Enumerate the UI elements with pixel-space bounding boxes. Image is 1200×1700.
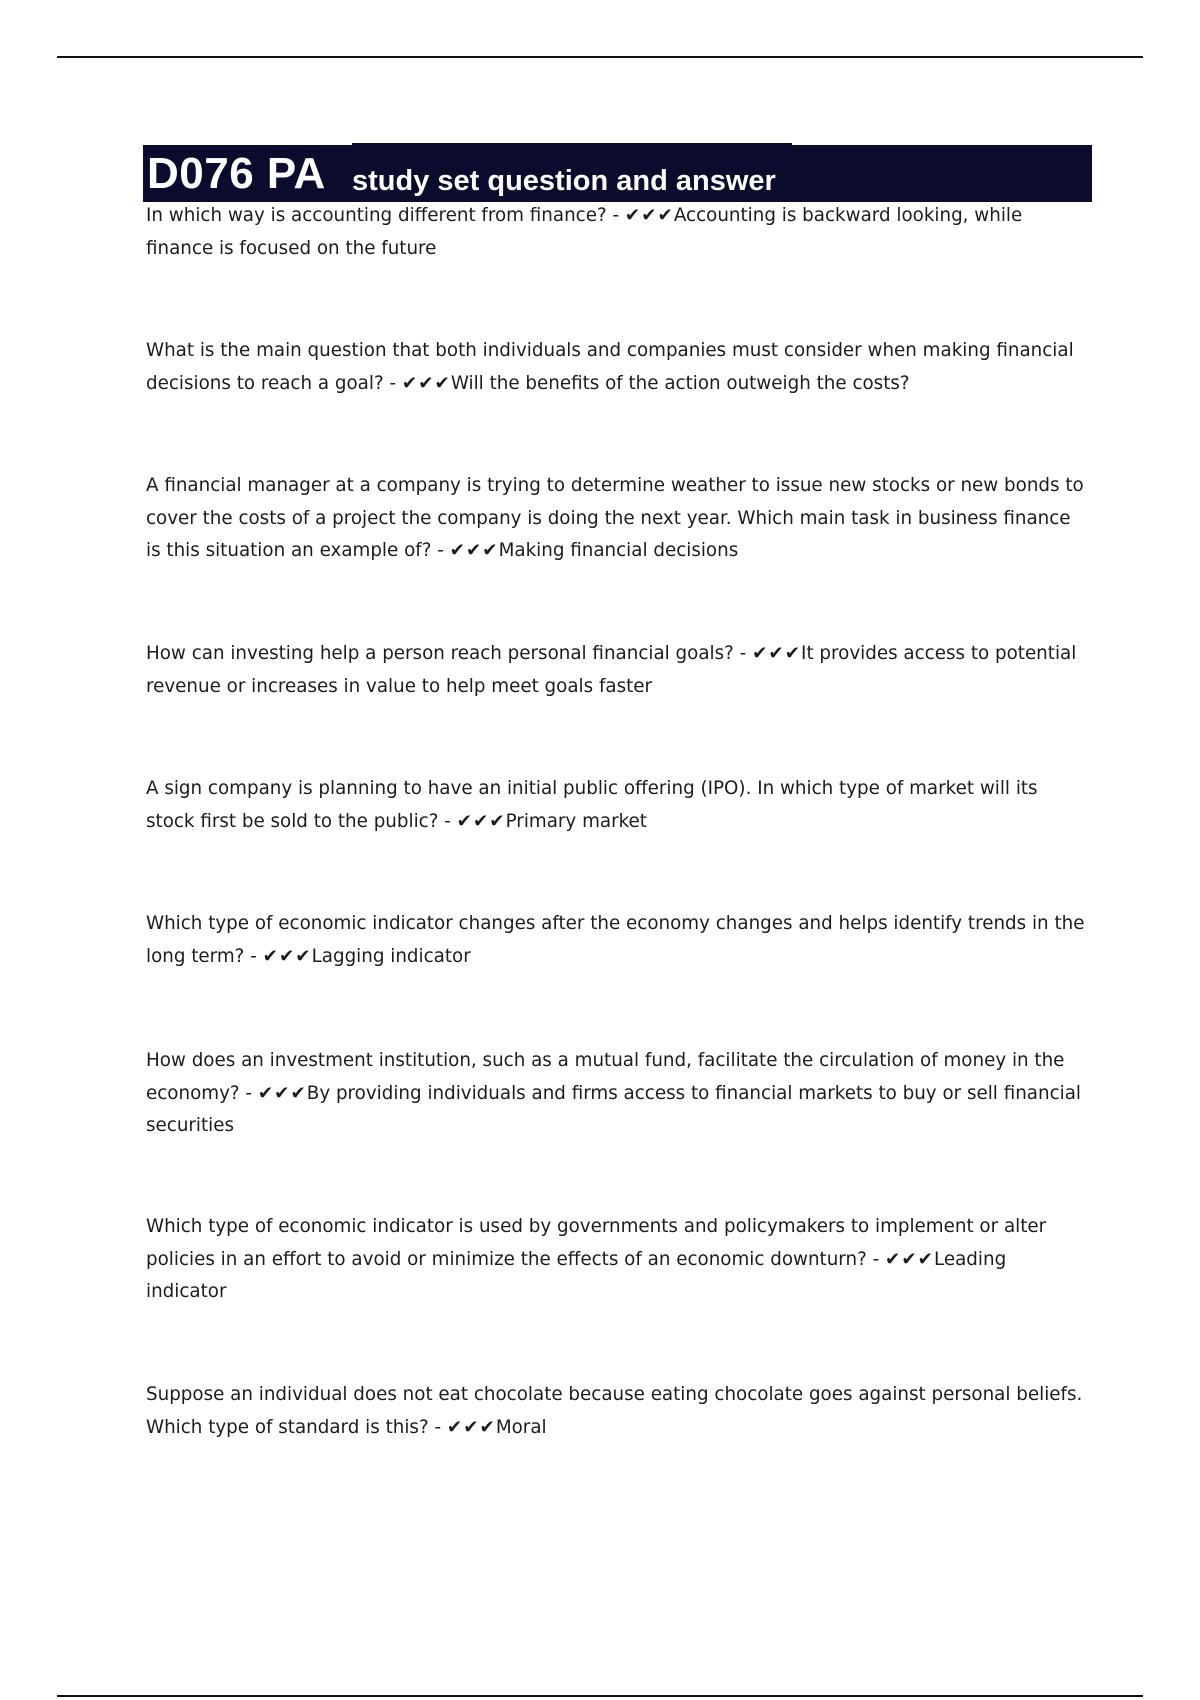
answer-text: Lagging indicator [311, 945, 471, 967]
question-text: A sign company is planning to have an initial public offering (IPO). In which type of market will its stock first be sold to the public? [146, 778, 1038, 832]
qa-item-1 [146, 200, 1086, 265]
separator: - [866, 1248, 886, 1270]
check-marks-icon: ✔✔✔ [401, 372, 451, 394]
separator: - [438, 810, 457, 832]
document-title: study set question and answer [352, 165, 776, 197]
question-text: Which type of economic indicator changes after the economy changes and helps identify trends in the long term? [146, 913, 1085, 967]
check-marks-icon: ✔✔✔ [456, 810, 506, 832]
question-text: Suppose an individual does not eat chocolate because eating chocolate goes against personal beliefs. Which type of standard is this? [146, 1384, 1083, 1438]
document-title-bar [143, 145, 1092, 202]
separator: - [733, 643, 753, 664]
check-marks-icon: ✔✔✔ [752, 643, 802, 664]
separator: - [239, 1082, 258, 1104]
answer-text: Accounting is backward looking, while finance is focused on the future [146, 205, 1023, 259]
check-marks-icon: ✔✔✔ [885, 1248, 934, 1270]
check-marks-icon: ✔✔✔ [257, 1082, 307, 1104]
question-text: How does an investment institution, such as a mutual fund, facilitate the circulation of money in the economy? [146, 1050, 1065, 1104]
separator: - [244, 945, 263, 967]
answer-text: Making financial decisions [498, 540, 739, 561]
qa-item-8 [146, 1211, 1086, 1309]
separator: - [431, 540, 450, 561]
question-text: A financial manager at a company is trying to determine weather to issue new stocks or new bonds to cover the costs of a project the company is doing the next year. Which main task in business finance is this situation an example of? [146, 475, 1084, 561]
answer-text: Will the benefits of the action outweigh the costs? [450, 372, 910, 394]
separator: - [606, 205, 625, 226]
question-text: Which type of economic indicator is used by governments and policymakers to implement or alter policies in an effort to avoid or minimize the effects of an economic downturn? [146, 1216, 1047, 1270]
separator: - [428, 1416, 447, 1438]
question-text: How can investing help a person reach personal financial goals? [146, 643, 734, 664]
check-marks-icon: ✔✔✔ [624, 205, 674, 226]
qa-item-4 [146, 638, 1086, 703]
answer-text: By providing individuals and firms access to financial markets to buy or sell financial securities [146, 1082, 1081, 1136]
question-text: What is the main question that both individuals and companies must consider when making financial decisions to reach a goal? [146, 340, 1074, 394]
separator: - [383, 372, 402, 394]
question-text: In which way is accounting different from finance? [146, 205, 607, 226]
answer-text: Primary market [505, 810, 647, 832]
page-bottom-rule [57, 1695, 1143, 1697]
qa-item-3 [146, 470, 1086, 568]
answer-text: Moral [495, 1416, 547, 1438]
qa-item-7 [146, 1045, 1086, 1143]
qa-item-6 [146, 908, 1086, 973]
answer-text: It provides access to potential revenue or increases in value to help meet goals faster [146, 643, 1077, 697]
qa-item-9 [146, 1379, 1086, 1444]
qa-item-2 [146, 335, 1086, 400]
answer-text: Leading indicator [146, 1248, 1007, 1302]
check-marks-icon: ✔✔✔ [446, 1416, 496, 1438]
check-marks-icon: ✔✔✔ [262, 945, 312, 967]
qa-item-5 [146, 773, 1086, 838]
page-top-rule [57, 56, 1143, 58]
check-marks-icon: ✔✔✔ [449, 540, 499, 561]
document-code: D076 PA [147, 149, 326, 198]
